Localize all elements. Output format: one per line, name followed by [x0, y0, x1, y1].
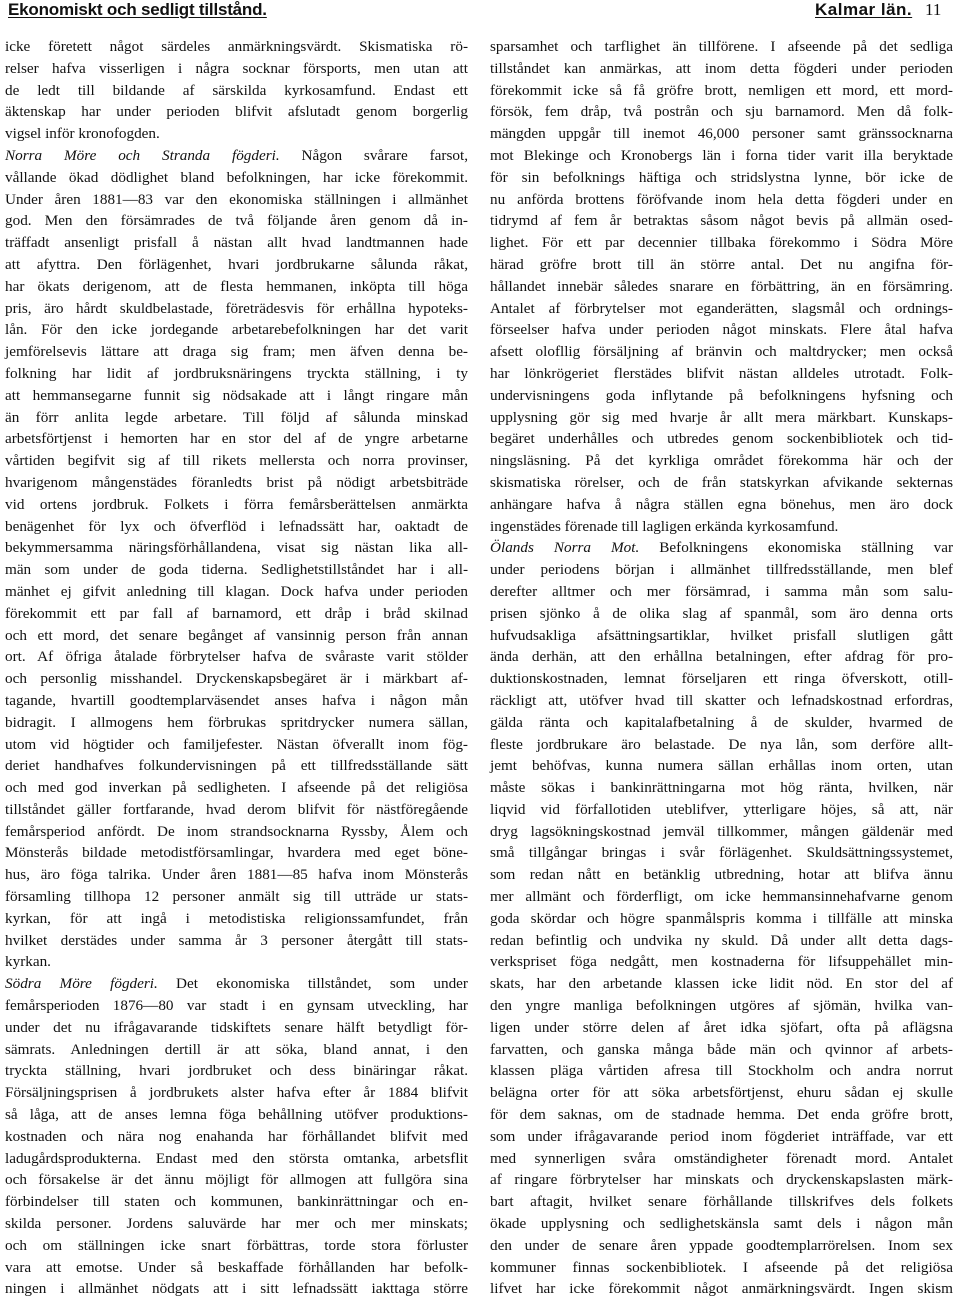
line-text: att hemmansegarne funnit sig nödsakade att i långt ringare mån [5, 386, 468, 404]
text-line [490, 646, 953, 668]
text-line [5, 1060, 468, 1082]
text-line [5, 298, 468, 320]
line-text: Mönsterås bildade metodistförsamlingar, hvardera med eget böne- [5, 844, 468, 862]
line-text: förseelser hafva under perioden något minskats. Flere åtal hafva [490, 321, 953, 339]
text-line [5, 908, 468, 930]
text-line [490, 210, 953, 232]
text-line [5, 385, 468, 407]
text-line [490, 232, 953, 254]
text-line [5, 886, 468, 908]
line-text: utom vid högtider och familjefester. Nästan öfverallt inom fög- [5, 735, 468, 753]
line-text: afsett olofllig försäljning af bränvin och maltdrycker; men också [490, 343, 953, 361]
text-line [5, 472, 468, 494]
line-text: har ökats derigenom, att de flesta hemmanen, inköpta till höga [5, 277, 468, 295]
line-text: jemförelsevis lättare att draga sig fram; men äfven denna be- [5, 343, 468, 361]
line-text: Under åren 1881—83 var den ekonomiska ställningen i allmänhet [5, 190, 468, 208]
line-text: verkspriset föga nedgått, men kostnaderna för lifsuppehället min- [490, 953, 953, 971]
line-text: bart aftagit, hvilket senare förhållande tillskrifves dels folkets [490, 1193, 953, 1211]
text-line [5, 363, 468, 385]
line-text: måste sökas i bankinrättningarna mot hög ränta, hvilken, när [490, 779, 953, 797]
line-text: och om ställningen icke snart förbättras, torde stora förluster [5, 1236, 468, 1254]
text-line [5, 189, 468, 211]
line-text: sämrats. Anledningen dertill är att söka, bland annat, i den [5, 1040, 468, 1058]
text-line [490, 363, 953, 385]
line-text: ökade upplysning och sedlighetskänsla samt dels i någon mån [490, 1215, 953, 1233]
left-text-column [5, 36, 468, 1298]
text-line [5, 232, 468, 254]
line-text: pris, äro hårdt skuldbelastade, företrädesvis för erhållna hypoteks- [5, 299, 468, 317]
text-line [5, 341, 468, 363]
line-text: duktionskostnaden, lemnat förseljaren ett ringa öfverskott, otill- [490, 670, 953, 688]
text-line [490, 1017, 953, 1039]
line-text: och försakelse är det ännu möjligt för allmogen att fullgöra sina [5, 1171, 468, 1189]
text-line [490, 799, 953, 821]
line-text: som under ifrågavarande period inom fögderiet inträffade, var ett [490, 1127, 953, 1145]
section-heading: Södra Möre fögderi. [5, 975, 158, 993]
line-text: för dem saknas, om de stadnade hemma. Det enda gröfre brott, [490, 1106, 953, 1124]
line-text: hus, äro föga talrika. Under åren 1881—85 hafva inom Mönsterås [5, 866, 468, 884]
line-text: att afyttra. Den förlägenhet, hvari jordbrukarne sålunda råkat, [5, 255, 468, 273]
line-text: deriet handhafves folkundervisningen på ett tillfredsställande sätt [5, 757, 468, 775]
line-text: ningsläsning. På det kyrkliga området förekomma här och der [490, 452, 953, 470]
line-text: skats, har den arbetande klassen icke lidit nöd. En stor del af [490, 975, 953, 993]
line-text: vigsel inför kronofogden. [5, 125, 160, 143]
text-line [490, 930, 953, 952]
line-text: tidrymd af fem år betraktas såsom något bevis på allmän osed- [490, 212, 953, 230]
line-text: sparsamhet och tarflighet än tillförene. I afseende på det sedliga [490, 38, 953, 55]
text-line [490, 58, 953, 80]
line-text: för sin befolknings häftiga och stridslystna lynne, bör icke de [490, 168, 953, 186]
line-text: som redan nått en betänklig utbredning, hotar att blifva ännu [490, 866, 953, 884]
text-line [490, 494, 953, 516]
line-text: tryckta ställning, hvari jordbruket och dess binäringar råkat. [5, 1062, 468, 1080]
text-line [490, 1060, 953, 1082]
line-text: har lönkrögeriet flerstädes blifvit nästan alldeles utrotadt. Folk- [490, 364, 953, 382]
text-line [5, 995, 468, 1017]
text-line [5, 254, 468, 276]
text-line [490, 319, 953, 341]
text-line [490, 1213, 953, 1235]
text-line [5, 973, 468, 995]
line-text: af ringare förbrytelser har minskats och dryckenskapslasten märk- [490, 1171, 953, 1189]
line-text: med synnerligen svåra omständigheter förenadt mord. Antalet [490, 1149, 953, 1167]
text-line [5, 799, 468, 821]
line-text: jemt behöfvas, kunna numera sällan erhållas inom orten, utan [490, 757, 953, 775]
text-line [490, 254, 953, 276]
text-line [5, 668, 468, 690]
line-text: den yngre manliga befolkningen utgöres af sjömän, hvilka van- [490, 997, 953, 1015]
line-text: ingenstädes förenade till lagligen erkända kyrkosamfund. [490, 517, 839, 535]
text-line [5, 167, 468, 189]
text-line [490, 777, 953, 799]
text-line [490, 407, 953, 429]
line-text: folkning har lidit af jordbruksnäringens tryckta ställning, i ty [5, 364, 468, 382]
line-text: träffadt ansenligt prisfall å nästan allt hvad landtmannen hade [5, 234, 468, 252]
text-line [5, 36, 468, 58]
line-text: vara att emotse. Under så beskaffade förhållanden har befolk- [5, 1258, 468, 1276]
text-line [490, 821, 953, 843]
text-line [490, 1082, 953, 1104]
line-text: upplysning gör sig med hvarje år allt mera märkbart. Kunskaps- [490, 408, 953, 426]
line-text: och med god inverkan på sedligheten. I afseende på det religiösa [5, 779, 468, 797]
line-text: ningen i allmänhet nödgats att i sitt lefnadssätt iakttaga större [5, 1280, 468, 1298]
text-line [5, 145, 468, 167]
text-line [490, 1039, 953, 1061]
line-text: under det nu ifrågavarande tidskiftets senare hälft betydligt för- [5, 1018, 468, 1036]
line-text: tagande, hvartill goodtemplarväsendet anses hafva i någon mån [5, 691, 468, 709]
line-text: hvilket derstädes under samma år 3 personer återgått till stats- [5, 931, 468, 949]
text-line [5, 1104, 468, 1126]
line-text: de ledt till bildande af särskilda kyrkosamfund. Endast ett [5, 81, 468, 99]
text-line [5, 559, 468, 581]
line-text: nu anförda brottens föröfvande inom hela detta fögderi under en [490, 190, 953, 208]
text-line [490, 80, 953, 102]
text-line [490, 559, 953, 581]
line-text: liqvid vid förfallotiden uteblifver, ytterligare höjes, så att, när [490, 800, 953, 818]
line-text: undervisningens goda inflytande på befolkningens hyfsning och [490, 386, 953, 404]
section-heading: Ölands Norra Mot. [490, 539, 640, 557]
text-line [5, 1148, 468, 1170]
line-text: Befolkningens ekonomiska ställning var [639, 539, 953, 557]
text-line [490, 189, 953, 211]
line-text: mer allmänt och förderfligt, om icke hemmansinnehafvarne genom [490, 888, 953, 906]
line-text: kyrkan. [5, 953, 51, 971]
text-line [490, 101, 953, 123]
running-title-right: Kalmar län. [815, 0, 913, 19]
line-text: vid ortens jordbruk. Folkets i förra femårsberättelsen anmärkta [5, 495, 468, 513]
line-text: gälda ränta och kapitalafbetalning å de skulder, hvarmed de [490, 713, 953, 731]
text-line [5, 428, 468, 450]
text-line [5, 646, 468, 668]
line-text: femårsperioden 1876—80 var stadt i en gynsam utveckling, har [5, 997, 468, 1015]
line-text: relser hafva visserligen i några socknar försports, men utan att [5, 59, 468, 77]
text-line [5, 1169, 468, 1191]
line-text: belägna orter för att söka arbetsförtjenst, ehuru sådan ej skulle [490, 1084, 953, 1102]
line-text: icke företett något särdeles anmärkningsvärdt. Skismatiska rö- [5, 38, 468, 55]
line-text: härad gröfre brott till än större antal. Det nu angifna för- [490, 255, 953, 273]
text-line [5, 951, 468, 973]
text-line [5, 712, 468, 734]
line-text: hållandet innebär således snarare en förbättring, än en försämring. [490, 277, 953, 295]
text-line [490, 1169, 953, 1191]
line-text: bidragit. I allmogens hem förbrukas spritdrycker numera sällan, [5, 713, 468, 731]
line-text: ligen under större delen af året idka sjöfart, ofta på aflägsna [490, 1018, 953, 1036]
text-line [5, 1191, 468, 1213]
text-line [5, 603, 468, 625]
line-text: försök, fem dråp, två postrån och sju barnamord. Men då folk- [490, 103, 953, 121]
text-line [490, 145, 953, 167]
line-text: mängden uppgår till inemot 46,000 personer samt gränssocknarna [490, 125, 953, 143]
text-line [5, 123, 468, 145]
text-line [5, 1278, 468, 1300]
line-text: skismatiska rörelser, och de från statskyrkan afvikande sekternas [490, 473, 953, 491]
line-text: god. Men den försämrades de två följande åren genom då in- [5, 212, 468, 230]
line-text: förekommit ett par fall af barnamord, ett dråp i bråd skilnad [5, 604, 468, 622]
line-text: lifvet har icke förekommit något anmärkningsvärdt. Ingen skism [490, 1280, 953, 1298]
line-text: skilda personer. Jordens saluvärde har mer och mer minskats; [5, 1215, 468, 1233]
text-line [5, 80, 468, 102]
line-text: hvarigenom mångenstädes föranledts brist på nödigt arbetsbiträde [5, 473, 468, 491]
text-line [5, 276, 468, 298]
text-line [490, 842, 953, 864]
line-text: och ett mord, det senare begånget af vansinnig person från annan [5, 626, 468, 644]
line-text: förbindelser till staten och kommunen, bankinrättningar och en- [5, 1193, 468, 1211]
text-line [5, 625, 468, 647]
running-title-left: Ekonomiskt och sedligt tillstånd. [8, 0, 267, 19]
text-line [490, 734, 953, 756]
text-line [490, 428, 953, 450]
text-line [5, 930, 468, 952]
line-text: den under de senare åren yppade goodtemplarrörelsen. Inom sex [490, 1236, 953, 1254]
line-text: räckligt att, utöfver hvad till skatter och lefnadskostnad erfordras, [490, 691, 953, 709]
text-line [5, 319, 468, 341]
line-text: benägenhet för lyx och öfverflöd i lefnadssätt har, oaktadt de [5, 517, 468, 535]
text-line [490, 1148, 953, 1170]
line-text: ända derhän, att den erhållna betalningen, efter afdrag för pro- [490, 648, 953, 666]
line-text: under periodens början i allmänhet tillfredsställande, men blef [490, 561, 953, 579]
line-text: kommuner finnas sockenbibliotek. I afseende på det religiösa [490, 1258, 953, 1276]
line-text: bekymmersamma näringsförhållandena, visat sig nästan lika all- [5, 539, 468, 557]
line-text: kyrkan, för att ingå i metodistiska religionssamfundet, från [5, 909, 468, 927]
line-text: än förr anlita legde arbetare. Till följd af sålunda minskad [5, 408, 468, 426]
text-line [5, 821, 468, 843]
text-line [490, 450, 953, 472]
text-line [490, 951, 953, 973]
line-text: Någon svårare farsot, [279, 146, 468, 164]
text-line [490, 581, 953, 603]
line-text: femårsperiod anfördt. De inom strandsocknarna Ryssby, Ålem och [5, 822, 468, 840]
line-text: män som under de goda tiderna. Sedlighetstillståndet har i all- [5, 561, 468, 579]
text-line [490, 1278, 953, 1300]
text-line [5, 755, 468, 777]
text-line [490, 298, 953, 320]
line-text: kostnaden och nära nog enahanda har förhållandet blifvit med [5, 1127, 468, 1145]
text-line [490, 341, 953, 363]
page-number: 11 [925, 0, 942, 19]
line-text: prisen sjönko å de olika slag af spanmål, som äro denna orts [490, 604, 953, 622]
text-line [5, 1017, 468, 1039]
text-line [490, 995, 953, 1017]
text-line [490, 472, 953, 494]
text-line [490, 712, 953, 734]
line-text: lighet. För ett par decennier tillbaka förekommo i Södra Möre [490, 234, 953, 252]
line-text: goda skördar och högre spanmålspris komma i tillfälle att minska [490, 909, 953, 927]
text-line [490, 1257, 953, 1279]
section-heading: Norra Möre och Stranda fögderi. [5, 146, 280, 164]
line-text: ort. Af öfriga åtalade förbrytelser hafva de svåraste varit stölder [5, 648, 468, 666]
text-line [5, 734, 468, 756]
line-text: Antalet af förbrytelser mot eganderätten, slagsmål och ordnings- [490, 299, 953, 317]
text-line [5, 494, 468, 516]
text-line [5, 581, 468, 603]
line-text: anhängare hafva å några ställen egna bönehus, men äro dock [490, 495, 953, 513]
text-line [5, 1213, 468, 1235]
text-line [5, 101, 468, 123]
text-line [5, 1039, 468, 1061]
text-line [5, 1126, 468, 1148]
line-text: så låga, att de anses lemna föga behållning utöfver produktions- [5, 1106, 468, 1124]
text-line [5, 864, 468, 886]
text-line [490, 908, 953, 930]
line-text: redan befintlig och undvika ny skuld. Då under allt detta dags- [490, 931, 953, 949]
text-line [490, 668, 953, 690]
page-header [0, 0, 960, 30]
text-line [490, 276, 953, 298]
line-text: Det ekonomiska tillståndet, som under [157, 975, 468, 993]
line-text: förekommit icke så få gröfre brott, nemligen ett mord, ett mord- [490, 81, 953, 99]
text-line [5, 516, 468, 538]
text-line [5, 1257, 468, 1279]
line-text: vårtiden begifvit sig af till rikets mellersta och norra provinser, [5, 452, 468, 470]
line-text: tillståndet kan anmärkas, att inom detta fögderi under perioden [490, 59, 953, 77]
text-line [5, 537, 468, 559]
line-text: vållande ökad dödlighet bland befolkningen, har icke förekommit. [5, 168, 468, 186]
text-line [490, 537, 953, 559]
line-text: derefter alltmer och mer försämrad, i samma mån som salu- [490, 582, 953, 600]
line-text: klassen pläga vårtiden afresa till Stockholm och andra norrut [490, 1062, 953, 1080]
text-line [490, 167, 953, 189]
line-text: farvatten, och ganska många både män och qvinnor af arbets- [490, 1040, 953, 1058]
text-line [5, 1235, 468, 1257]
text-line [5, 690, 468, 712]
text-line [490, 123, 953, 145]
text-line [490, 886, 953, 908]
line-text: dryg lagsökningskostnad jemväl tillkommer, mången gäldenär med [490, 822, 953, 840]
text-line [5, 58, 468, 80]
text-line [490, 385, 953, 407]
text-line [5, 777, 468, 799]
line-text: tillståndet gäller fortfarande, hvad derom blifvit för nästföregående [5, 800, 468, 818]
text-line [5, 1082, 468, 1104]
text-line [490, 625, 953, 647]
line-text: mänhet ej gifvit anledning till klagan. Dock hafva under perioden [5, 582, 468, 600]
line-text: fleste jordbrukare äro belastade. De nya lån, som derföre allt- [490, 735, 953, 753]
line-text: små tillgångar bringas i svår förlägenhet. Skuldsättningssystemet, [490, 844, 953, 862]
text-line [490, 1126, 953, 1148]
line-text: församling tillhopa 12 personer anmält sig till utträde ur stats- [5, 888, 468, 906]
text-line [490, 516, 953, 538]
text-line [490, 36, 953, 58]
text-line [490, 603, 953, 625]
line-text: arbetsförtjenst i hemorten har en stor del af de yngre arbetarne [5, 430, 468, 448]
line-text: hufvudsakliga afsättningsartiklar, hvilket prisfall slutligen gått [490, 626, 953, 644]
text-line [490, 755, 953, 777]
text-line [490, 1104, 953, 1126]
line-text: Försäljningsprisen å jordbrukets alster hafva efter år 1884 blifvit [5, 1084, 468, 1102]
text-line [5, 210, 468, 232]
text-line [5, 842, 468, 864]
text-line [490, 1191, 953, 1213]
right-text-column [490, 36, 953, 1298]
line-text: och personlig misshandel. Dryckenskapsbegäret är i märkbart af- [5, 670, 468, 688]
text-line [490, 864, 953, 886]
line-text: begäret underhålles och utbredes genom sockenbibliotek och tid- [490, 430, 953, 448]
text-line [490, 973, 953, 995]
line-text: ladugårdsprodukterna. Endast med den största omtanka, arbetsflit [5, 1149, 468, 1167]
text-line [490, 1235, 953, 1257]
line-text: äktenskap har under perioden blifvit afslutadt genom borgerlig [5, 103, 468, 121]
text-line [490, 690, 953, 712]
line-text: mot Blekinge och Kronobergs län i forna tider varit illa beryktade [490, 146, 953, 164]
text-line [5, 407, 468, 429]
line-text: lån. För den icke jordegande arbetarebefolkningen har det varit [5, 321, 468, 339]
text-line [5, 450, 468, 472]
